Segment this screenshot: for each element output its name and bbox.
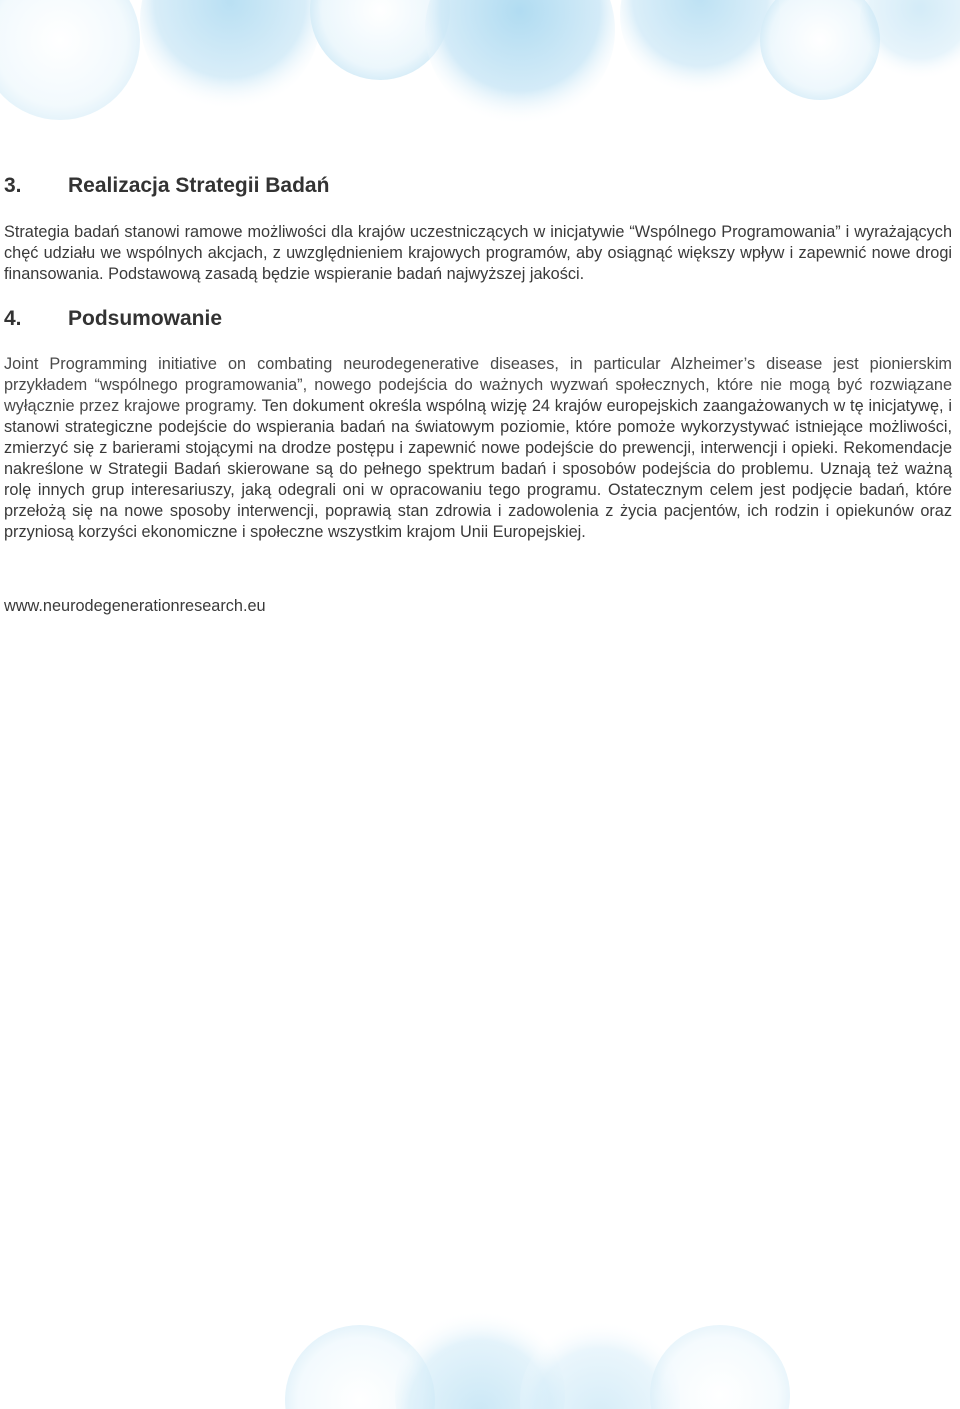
section-4-title: Podsumowanie (68, 307, 223, 330)
section-4-number: 4. (4, 307, 22, 330)
section-3-title: Realizacja Strategii Badań (68, 174, 330, 197)
section-3-body: Strategia badań stanowi ramowe możliwości dla krajów uczestniczących w inicjatywie “Wspólnego Programowania” i wyrażających chęć udziału we wspólnych akcjach, z uwzględnieniem krajowych programów, aby osiągnąć większy wpływ i zapewnić nowe drogi finansowania. Podstawową zasadą będzie wspieranie badań najwyższej jakości. (4, 223, 952, 283)
decorative-bubbles-top (0, 0, 960, 140)
website-link[interactable]: www.neurodegenerationresearch.eu (4, 597, 266, 615)
section-4-body-lead: Joint Programming initiative on combating neurodegenerative diseases, in particular Alzheimer’s disease jest pionierskim przykładem “wspólnego programowania”, nowego podejścia do ważnych wyzwań społecznych, które nie mogą być rozwiązane wyłącznie przez krajowe programy. (4, 355, 952, 415)
section-3-heading (4, 174, 329, 198)
section-4-body (4, 354, 952, 543)
section-3-number: 3. (4, 174, 22, 197)
section-4-body-rest: Ten dokument określa wspólną wizję 24 krajów europejskich zaangażowanych w tę inicjatywę, i stanowi strategiczne podejście do wspierania badań na światowym poziomie, które pomoże wykorzystywać istniejące możliwości, zmierzyć się z barierami stojącymi na drodze postępu i zapewnić nowe podejście do prewencji, interwencji i opieki. Rekomendacje nakreślone w Strategii Badań skierowane są do pełnego spektrum badań i sposobów podejścia do problemu. Uznają też ważną rolę innych grup interesariuszy, jaką odegrali oni w opracowaniu tego programu. Ostatecznym celem jest podjęcie badań, które przełożą się na nowe sposoby interwencji, poprawią stan zdrowia i zadowolenia z życia pacjentów, ich rodzin i opiekunów oraz przyniosą korzyści ekonomiczne i społeczne wszystkim krajom Unii Europejskiej. (4, 397, 952, 541)
section-4-heading (4, 307, 222, 331)
decorative-bubbles-bottom (0, 1300, 960, 1409)
